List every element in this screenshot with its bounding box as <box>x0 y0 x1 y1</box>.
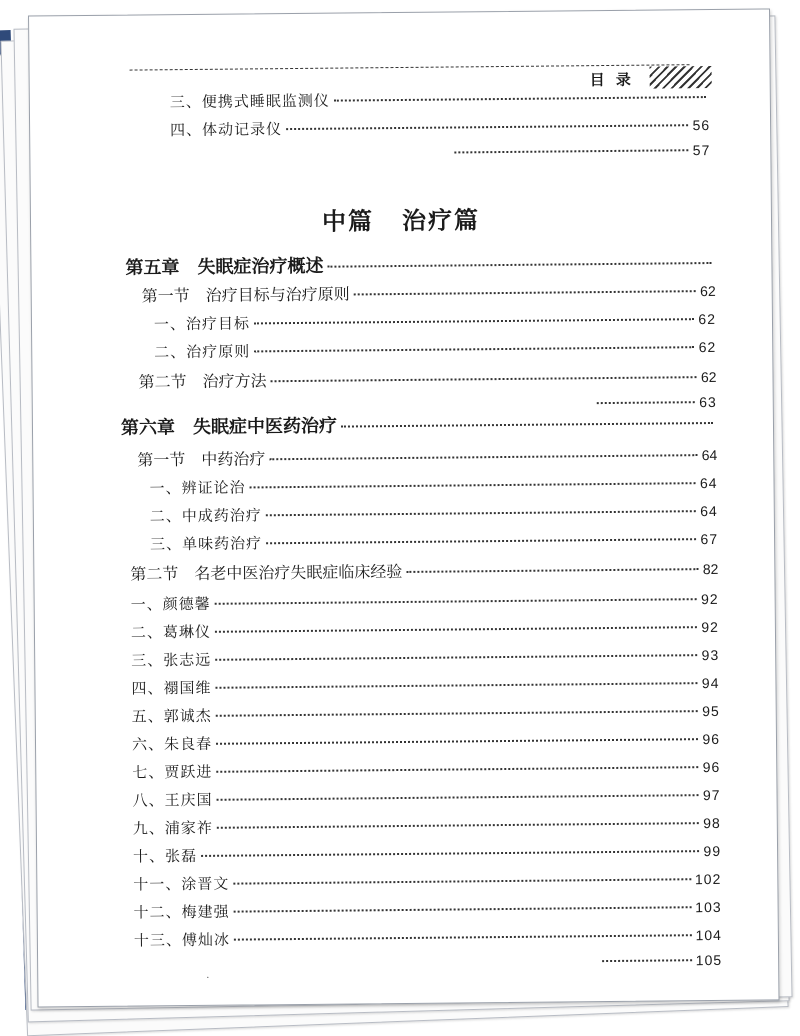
toc-entry-page: 94 <box>701 674 720 692</box>
toc-entry-page: 103 <box>695 898 722 916</box>
toc-entry-page: 92 <box>700 590 719 608</box>
leader-dots <box>215 626 697 633</box>
part-heading <box>31 197 771 239</box>
toc-entry-page: 62 <box>698 338 717 356</box>
toc-entry-label: 二、治疗原则 <box>154 342 251 362</box>
leader-dots <box>215 598 697 605</box>
toc-entry-label: 十、张磊 <box>133 846 198 866</box>
part-label: 中篇 <box>321 207 375 236</box>
toc-entry-page: 102 <box>694 870 722 888</box>
toc-entry-label: 二、中成药治疗 <box>149 506 262 526</box>
toc-entry-section <box>137 442 717 471</box>
leader-dots <box>406 568 698 573</box>
leader-dots <box>217 822 699 829</box>
toc-entry-page: 98 <box>703 814 721 832</box>
toc-entry-label: 第二节 名老中医治疗失眠症临床经验 <box>130 561 403 584</box>
leader-dots <box>266 538 696 544</box>
toc-entry-label: 第一节 治疗目标与治疗原则 <box>141 284 350 306</box>
leader-dots <box>597 401 695 404</box>
leader-dots <box>215 682 697 689</box>
toc-entry <box>154 336 716 362</box>
toc-entry <box>131 672 719 699</box>
leader-dots <box>215 654 697 661</box>
leader-dots <box>334 96 706 102</box>
toc-entry-label: 三、便携式睡眠监测仪 <box>169 91 330 112</box>
leader-dots <box>254 346 694 352</box>
toc-entry-page: 57 <box>692 142 711 159</box>
leader-dots <box>234 934 692 940</box>
toc-entry-label: 第六章 失眠症中医药治疗 <box>120 415 338 439</box>
toc-entry-page: 96 <box>702 758 721 776</box>
toc-entry-page: 64 <box>699 474 718 492</box>
leader-dots <box>286 124 688 130</box>
leader-dots <box>254 318 694 324</box>
toc-entry <box>133 840 721 867</box>
part-title: 治疗篇 <box>401 206 481 235</box>
toc-entry-label: 六、朱良春 <box>131 734 213 754</box>
leader-dots <box>354 290 696 295</box>
leader-dots <box>250 482 696 488</box>
toc-entry-page: 64 <box>701 446 718 464</box>
leader-dots <box>266 510 696 516</box>
leader-dots <box>216 710 698 717</box>
toc-entry-page: 97 <box>702 786 721 804</box>
leader-dots <box>271 376 697 382</box>
leader-dots <box>602 959 692 962</box>
toc-entry-page: 82 <box>702 560 719 578</box>
toc-entry-page: 99 <box>703 842 722 860</box>
leader-dots <box>216 766 698 773</box>
toc-entry-page: 62 <box>700 282 716 300</box>
toc-entry <box>154 308 716 334</box>
toc-entry-page: 56 <box>692 117 711 134</box>
toc-entry-label: 第一节 中药治疗 <box>137 449 266 470</box>
toc-entry-label: 一、辨证论治 <box>149 478 246 498</box>
toc-entry-section <box>130 556 718 585</box>
toc-entry <box>131 644 719 671</box>
toc-entry-label: 八、王庆国 <box>132 790 213 810</box>
toc-entry-label: 二、葛琳仪 <box>130 622 212 642</box>
toc-entry-page: 104 <box>695 926 722 944</box>
toc-entry <box>134 896 722 923</box>
toc-entry <box>132 700 720 727</box>
toc-entry-page: 105 <box>695 951 723 969</box>
toc-entry-label: 三、单味药治疗 <box>150 534 263 554</box>
toc-entry-page: 92 <box>701 618 719 636</box>
toc-entry-chapter <box>121 408 717 440</box>
toc-entry <box>131 616 719 643</box>
toc-entry <box>150 528 718 554</box>
leader-dots <box>454 149 688 153</box>
leader-dots <box>341 422 713 428</box>
toc-entry <box>134 924 722 951</box>
toc-entry-page: 62 <box>698 310 717 328</box>
header-title: 目 录 <box>589 70 634 90</box>
toc-entry-page: 63 <box>699 393 717 411</box>
toc-entry-label: 四、体动记录仪 <box>170 120 283 140</box>
leader-dots <box>217 794 699 801</box>
toc-entry-label: 十二、梅建强 <box>133 902 230 922</box>
toc-entry-page: 64 <box>700 502 718 520</box>
leader-dots <box>233 878 691 884</box>
toc-page <box>28 8 779 1007</box>
toc-entry <box>132 728 720 755</box>
toc-entry-label: 三、张志远 <box>131 650 212 670</box>
toc-entry-chapter <box>125 248 715 280</box>
toc-entry-label: 十三、傅灿冰 <box>133 930 230 950</box>
leader-dots <box>216 738 698 745</box>
toc-entry-page: 95 <box>702 702 720 720</box>
toc-entry <box>133 868 721 895</box>
toc-entry <box>133 812 721 839</box>
toc-entry-label: 七、贾跃进 <box>132 762 213 782</box>
toc-entry <box>131 588 719 615</box>
leader-dots <box>234 906 692 912</box>
toc-entry <box>598 952 722 969</box>
toc-entry-section <box>142 278 716 307</box>
toc-entry-label: 第二节 治疗方法 <box>138 371 267 392</box>
toc-entry-label: 九、浦家祚 <box>132 818 213 838</box>
toc-entry-label: 五、郭诚杰 <box>131 706 212 726</box>
toc-entry-label: 十一、涂晋文 <box>133 874 230 894</box>
leader-dots <box>269 454 697 460</box>
toc-entry <box>132 756 720 783</box>
toc-entry-page: 96 <box>702 730 721 748</box>
toc-entry-label: 一、治疗目标 <box>153 314 251 334</box>
toc-entry <box>450 142 710 160</box>
toc-entry <box>150 500 718 526</box>
toc-entry-label: 第五章 失眠症治疗概述 <box>125 255 324 279</box>
leader-dots <box>201 850 699 857</box>
toc-entry-page: 62 <box>700 368 717 386</box>
toc-entry <box>170 86 710 112</box>
toc-entry <box>149 472 717 498</box>
toc-entry <box>170 114 710 140</box>
leader-dots <box>327 262 711 268</box>
print-speck: · <box>206 972 210 984</box>
toc-entry-section <box>138 364 716 393</box>
toc-entry-page: 67 <box>700 530 719 548</box>
toc-entry-label: 一、颜德馨 <box>130 594 211 614</box>
toc-entry-label: 四、禤国维 <box>131 678 212 698</box>
toc-entry <box>132 784 720 811</box>
toc-entry-page: 93 <box>701 646 720 664</box>
